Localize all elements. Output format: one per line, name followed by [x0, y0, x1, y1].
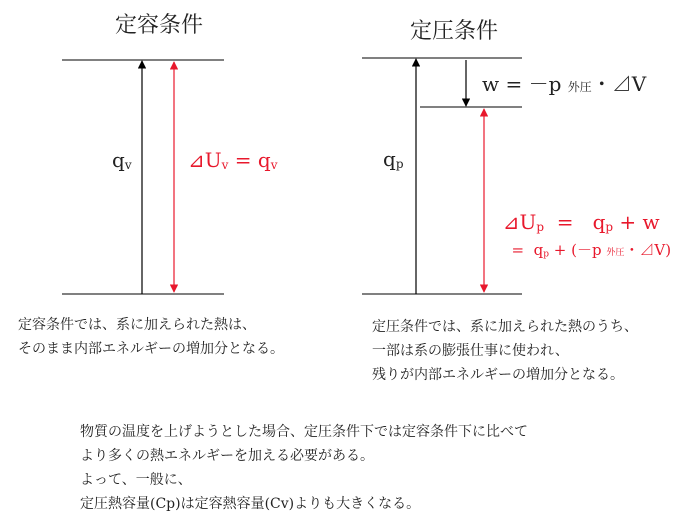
conclusion-text	[80, 420, 528, 516]
conclusion-line: より多くの熱エネルギーを加える必要がある。	[80, 448, 374, 464]
left-description	[18, 313, 284, 361]
right-q-label: $q_p$	[383, 147, 404, 171]
left-desc-line: 定容条件では、系に加えられた熱は、	[18, 317, 256, 333]
conclusion-line: 物質の温度を上げようとした場合、定圧条件下では定容条件下に比べて	[80, 424, 528, 440]
right-desc-line: 一部は系の膨張仕事に使われ、	[372, 343, 569, 359]
right-desc-line: 残りが内部エネルギーの増加分となる。	[372, 367, 624, 383]
left-desc-line: そのまま内部エネルギーの増加分となる。	[18, 341, 284, 357]
right-description	[372, 315, 638, 387]
right-deltaU-expansion: = $q_p + (-p$ 外圧・⊿V)	[511, 241, 672, 260]
right-title: 定圧条件	[410, 19, 499, 44]
right-deltaU-equation: $⊿U_p = q_p + w$	[502, 210, 660, 234]
conclusion-line: 定圧熱容量(Cp)は定容熱容量(Cv)よりも大きくなる。	[80, 496, 421, 512]
conclusion-line: よって、一般に、	[80, 472, 192, 488]
left-deltaU-equation: $⊿U_v = q_v$	[188, 148, 278, 172]
left-title: 定容条件	[115, 13, 204, 38]
right-desc-line: 定圧条件では、系に加えられた熱のうち、	[372, 319, 638, 335]
left-q-label: $q_v$	[112, 148, 132, 172]
work-equation: w = －p 外圧・⊿V	[482, 72, 647, 96]
